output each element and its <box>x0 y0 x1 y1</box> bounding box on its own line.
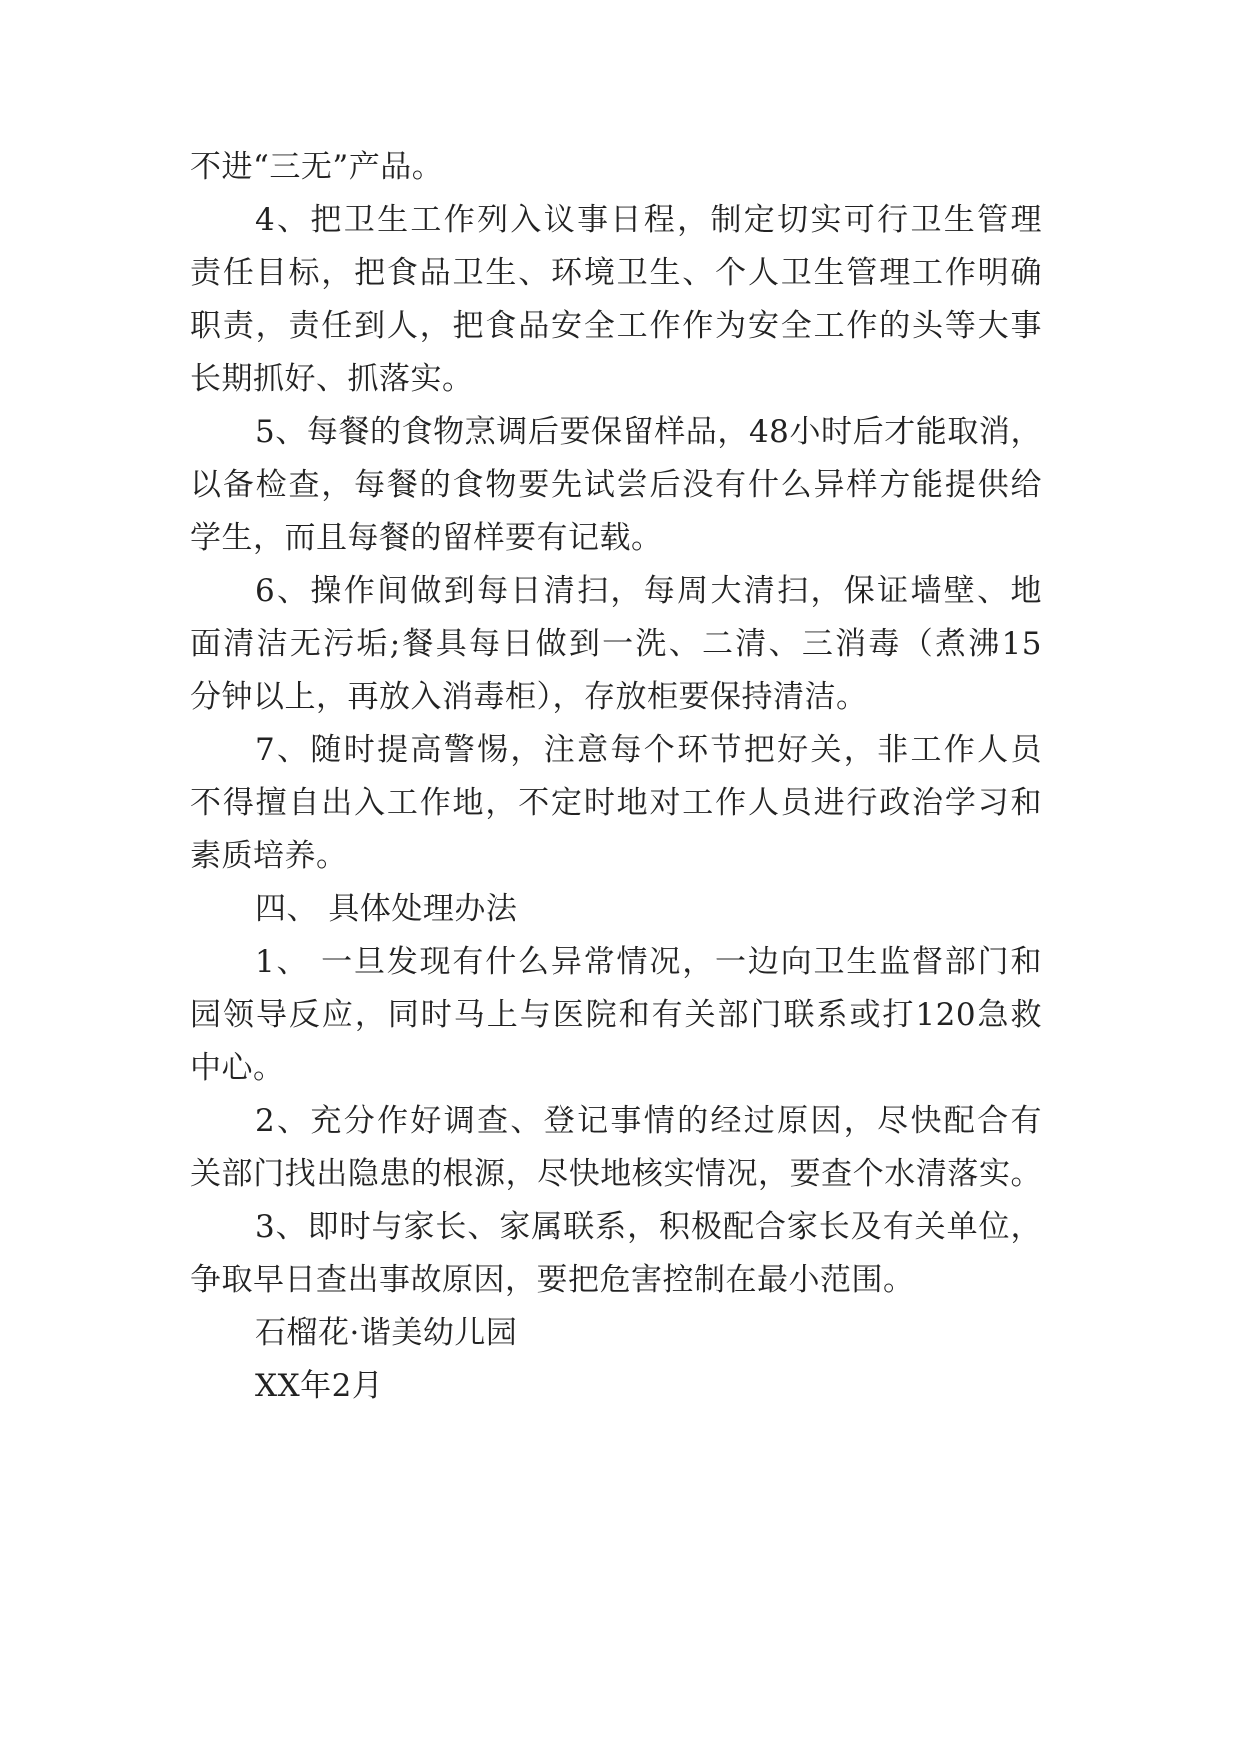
body-text-line: 7、随时提高警惕，注意每个环节把好关，非工作人员 <box>255 732 1042 768</box>
body-text-line: 职责，责任到人，把食品安全工作作为安全工作的头等大事 <box>190 308 1042 344</box>
body-text-line: 不得擅自出入工作地，不定时地对工作人员进行政治学习和 <box>190 785 1042 821</box>
body-text-line: 素质培养。 <box>190 838 348 874</box>
body-text-line: 分钟以上，再放入消毒柜），存放柜要保持清洁。 <box>190 679 868 715</box>
body-text-line: 不进“三无”产品。 <box>190 149 444 185</box>
body-text-line: 长期抓好、抓落实。 <box>190 361 474 397</box>
signature-organization: 石榴花·谐美幼儿园 <box>255 1315 518 1351</box>
body-text-line: 2、充分作好调查、登记事情的经过原因，尽快配合有 <box>255 1103 1042 1139</box>
body-text-line: 4、把卫生工作列入议事日程，制定切实可行卫生管理 <box>255 202 1042 238</box>
body-text-line: 责任目标，把食品卫生、环境卫生、个人卫生管理工作明确 <box>190 255 1042 291</box>
body-text-line: 3、即时与家长、家属联系，积极配合家长及有关单位， <box>255 1209 1042 1245</box>
body-text-line: 以备检查，每餐的食物要先试尝后没有什么异样方能提供给 <box>190 467 1042 503</box>
body-text-line: 6、操作间做到每日清扫，每周大清扫，保证墙壁、地 <box>255 573 1042 609</box>
body-text-line: 学生，而且每餐的留样要有记载。 <box>190 520 663 556</box>
section-heading: 四、 具体处理办法 <box>255 891 518 927</box>
signature-date: XX年2月 <box>255 1368 384 1404</box>
body-text-line: 1、 一旦发现有什么异常情况，一边向卫生监督部门和 <box>255 944 1042 980</box>
body-text-line: 争取早日查出事故原因，要把危害控制在最小范围。 <box>190 1262 915 1298</box>
body-text-line: 面清洁无污垢;餐具每日做到一洗、二清、三消毒（煮沸15 <box>190 626 1042 662</box>
body-text-line: 关部门找出隐患的根源，尽快地核实情况，要查个水清落实。 <box>190 1156 1042 1192</box>
body-text-line: 5、每餐的食物烹调后要保留样品，48小时后才能取消， <box>255 414 1042 450</box>
body-text-line: 园领导反应，同时马上与医院和有关部门联系或打120急救 <box>190 997 1042 1033</box>
body-text-line: 中心。 <box>190 1050 285 1086</box>
